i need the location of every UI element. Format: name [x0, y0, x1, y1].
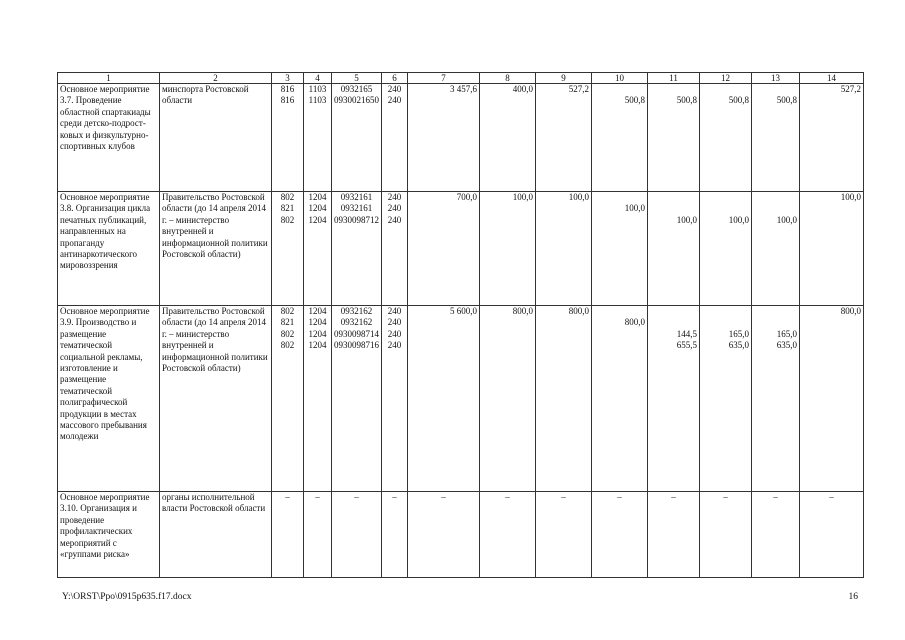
value-2017: 144,5: [676, 328, 697, 339]
empty-dash: –: [315, 492, 320, 502]
col-header: 10: [592, 73, 648, 84]
table-row: [58, 492, 864, 578]
empty-dash: –: [561, 492, 566, 502]
value-2014: 100,0: [480, 192, 536, 306]
grbs-code: 816: [280, 95, 295, 106]
grbs-code: 802: [280, 214, 295, 225]
grbs-code: 821: [280, 317, 295, 328]
empty-dash: –: [723, 492, 728, 502]
col-header: 12: [700, 73, 752, 84]
col-header: 1: [58, 73, 160, 84]
vr-code: 240: [387, 192, 402, 202]
grbs-code: 816: [280, 84, 295, 94]
rzpr-code: 1204: [308, 317, 327, 328]
empty-dash: –: [773, 492, 778, 502]
measure-name: Основное мероприятие 3.9. Производство и размещение тематической социальной рекламы, изготовление и размещение тематической полиграфической продукции в местах массового пребывания молодежи: [58, 306, 160, 492]
col-header: 14: [800, 73, 864, 84]
file-path: Y:\ORST\Ppo\0915p635.f17.docx: [62, 592, 192, 602]
total-value: 700,0: [408, 192, 480, 306]
value-2020: 527,2: [800, 84, 864, 192]
measure-name: Основное мероприятие 3.8. Организация цикла печатных публикаций, направленных на пропаганду антинаркотического мировоззрения: [58, 192, 160, 306]
measure-name: Основное мероприятие 3.10. Организация и проведение профилактических мероприятий с «группами риска»: [58, 492, 160, 578]
total-value: 5 600,0: [408, 306, 480, 492]
value-2017: 655,5: [676, 340, 697, 351]
empty-dash: –: [617, 492, 622, 502]
csr-code: 0932165: [340, 84, 373, 94]
value-2014: 400,0: [480, 84, 536, 192]
csr-code: 0930098714: [334, 328, 379, 339]
vr-code: 240: [387, 203, 402, 214]
value-2016: 100,0: [624, 203, 645, 214]
vr-code: 240: [387, 317, 402, 328]
measure-name: Основное мероприятие 3.7. Проведение областной спартакиады среди детско-подрост-ковых и физкультурно-спортивных клубов: [58, 84, 160, 192]
grbs-code: 802: [280, 192, 295, 202]
value-2018: 635,0: [728, 340, 749, 351]
vr-code: 240: [387, 306, 402, 316]
budget-table: [57, 72, 864, 578]
value-2020: 100,0: [800, 192, 864, 306]
vr-code: 240: [387, 328, 402, 339]
value-2015: 527,2: [536, 84, 592, 192]
grbs-code: 821: [280, 203, 295, 214]
value-2020: 800,0: [800, 306, 864, 492]
col-header: 7: [408, 73, 480, 84]
col-header: 4: [304, 73, 332, 84]
csr-code: 0932161: [340, 203, 373, 214]
executor: Правительство Ростовской области (до 14 апреля 2014 г. – министерство внутренней и информационной политики Ростовской области): [160, 306, 272, 492]
rzpr-code: 1204: [308, 203, 327, 214]
page-number: 16: [848, 592, 858, 602]
rzpr-code: 1204: [308, 192, 327, 202]
csr-code: 0930021650: [334, 95, 379, 106]
rzpr-code: 1103: [308, 84, 327, 94]
empty-dash: –: [441, 492, 446, 502]
table-row: [58, 84, 864, 192]
vr-code: 240: [387, 95, 402, 106]
value-2019: 165,0: [776, 328, 797, 339]
grbs-code: 802: [280, 306, 295, 316]
csr-code: 0930098716: [334, 340, 379, 351]
value-2014: 800,0: [480, 306, 536, 492]
executor: минспорта Ростовской области: [160, 84, 272, 192]
grbs-code: 802: [280, 328, 295, 339]
empty-dash: –: [392, 492, 397, 502]
vr-code: 240: [387, 214, 402, 225]
value-2015: 100,0: [536, 192, 592, 306]
value-2017: 100,0: [676, 214, 697, 225]
value-2016: 500,8: [624, 95, 645, 106]
value-2019: 100,0: [776, 214, 797, 225]
csr-code: 0932162: [340, 306, 373, 316]
col-header: 9: [536, 73, 592, 84]
rzpr-code: 1204: [308, 340, 327, 351]
empty-dash: –: [285, 492, 290, 502]
value-2019: 635,0: [776, 340, 797, 351]
col-header: 11: [648, 73, 700, 84]
rzpr-code: 1204: [308, 306, 327, 316]
col-header: 2: [160, 73, 272, 84]
rzpr-code: 1204: [308, 214, 327, 225]
value-2018: 165,0: [728, 328, 749, 339]
value-2017: 500,8: [676, 95, 697, 106]
table-row: [58, 306, 864, 492]
total-value: 3 457,6: [408, 84, 480, 192]
col-header: 5: [332, 73, 382, 84]
empty-dash: –: [829, 492, 834, 502]
executor: Правительство Ростовской области (до 14 апреля 2014 г. – министерство внутренней и информационной политики Ростовской области): [160, 192, 272, 306]
value-2019: 500,8: [776, 95, 797, 106]
value-2018: 500,8: [728, 95, 749, 106]
vr-code: 240: [387, 340, 402, 351]
executor: органы исполнительной власти Ростовской области: [160, 492, 272, 578]
value-2018: 100,0: [728, 214, 749, 225]
rzpr-code: 1204: [308, 328, 327, 339]
col-header: 6: [382, 73, 408, 84]
header-row: [58, 73, 864, 84]
csr-code: 0930098712: [334, 214, 379, 225]
col-header: 8: [480, 73, 536, 84]
value-2015: 800,0: [536, 306, 592, 492]
rzpr-code: 1103: [308, 95, 327, 106]
table-row: [58, 192, 864, 306]
col-header: 13: [752, 73, 800, 84]
empty-dash: –: [354, 492, 359, 502]
value-2016: 800,0: [624, 317, 645, 328]
col-header: 3: [272, 73, 304, 84]
csr-code: 0932162: [340, 317, 373, 328]
empty-dash: –: [671, 492, 676, 502]
csr-code: 0932161: [340, 192, 373, 202]
vr-code: 240: [387, 84, 402, 94]
empty-dash: –: [505, 492, 510, 502]
grbs-code: 802: [280, 340, 295, 351]
